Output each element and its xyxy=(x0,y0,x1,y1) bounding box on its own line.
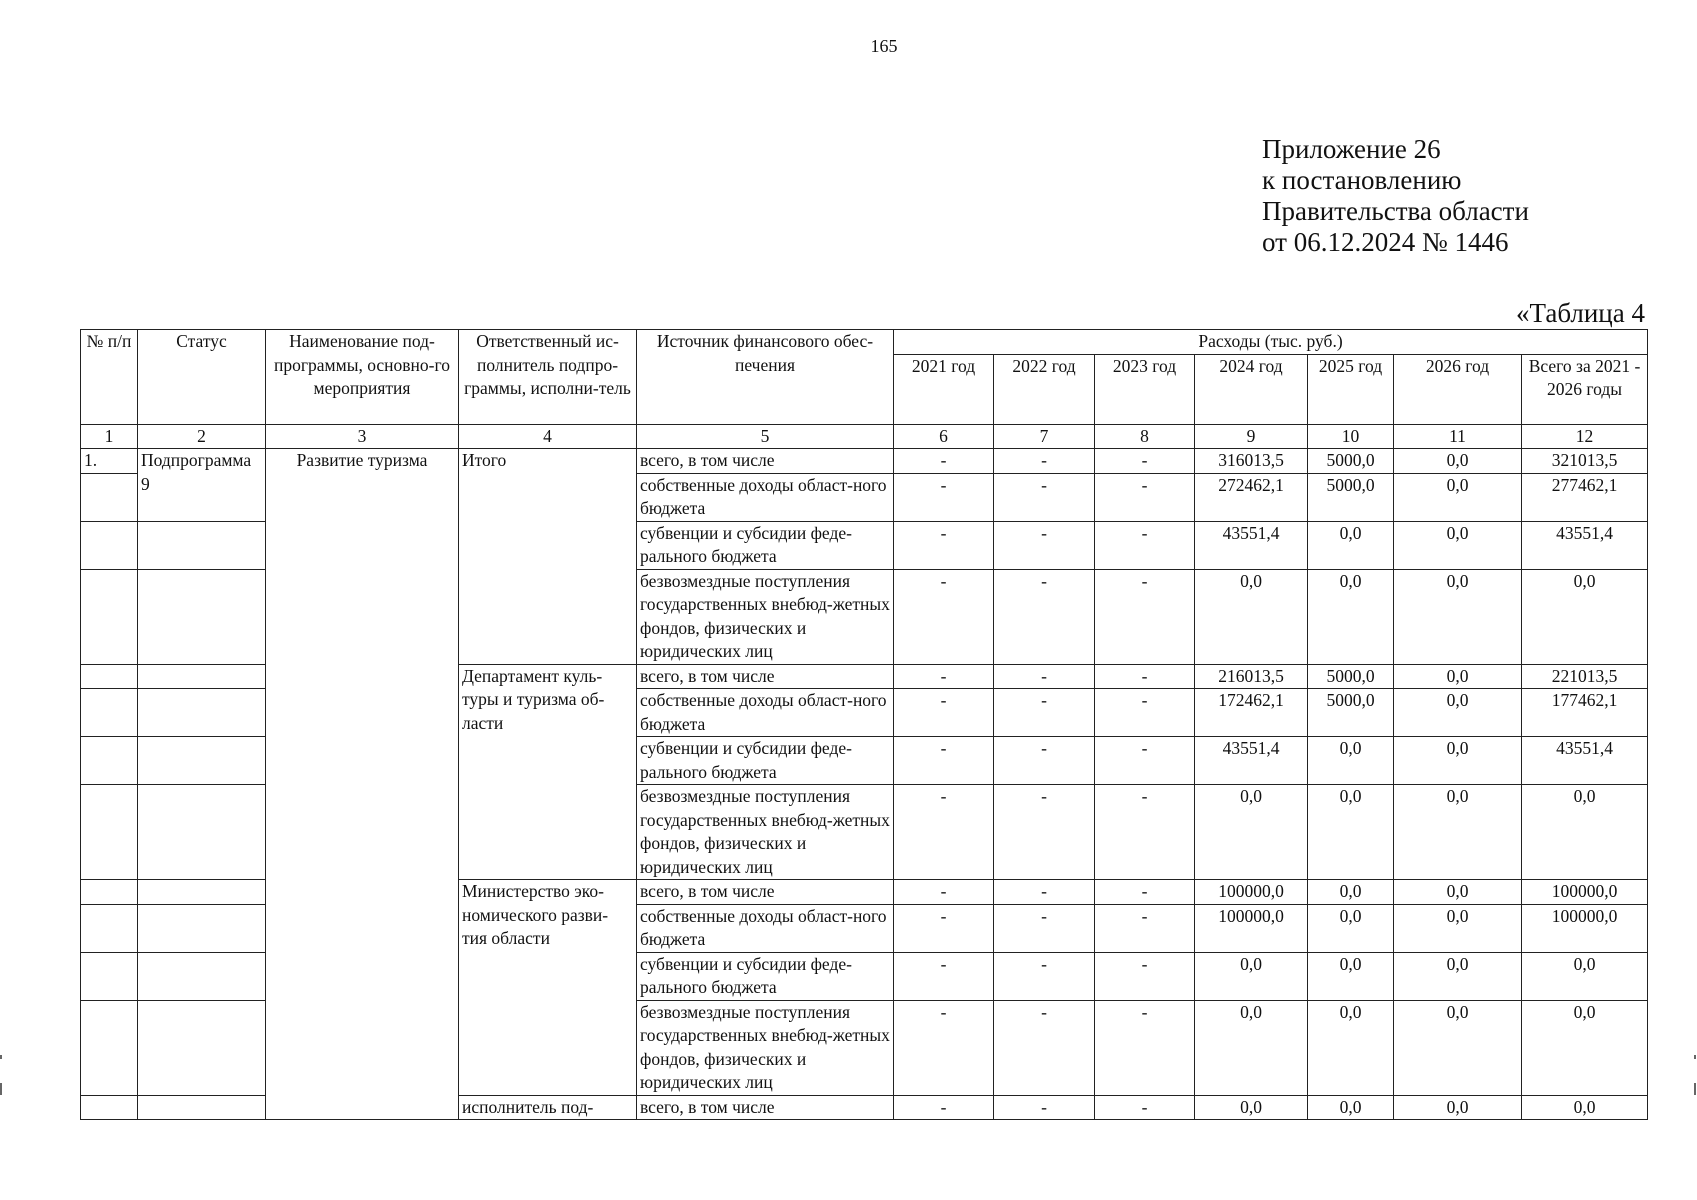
source-cell: всего, в том числе xyxy=(637,449,894,474)
value-cell: - xyxy=(1095,737,1195,785)
header-year-2024: 2024 год xyxy=(1195,354,1308,424)
appendix-line-2: к постановлению xyxy=(1262,165,1462,195)
empty-cell xyxy=(81,569,138,664)
value-cell: - xyxy=(894,785,994,880)
empty-cell xyxy=(81,1000,138,1095)
value-cell: - xyxy=(1095,689,1195,737)
scan-edge-mark xyxy=(1694,1055,1696,1059)
value-cell: 0,0 xyxy=(1195,1095,1308,1120)
value-cell: - xyxy=(1095,521,1195,569)
executor-cell: Итого xyxy=(459,449,637,665)
value-cell: 0,0 xyxy=(1394,1000,1522,1095)
value-cell: - xyxy=(894,904,994,952)
value-cell: - xyxy=(894,880,994,905)
value-cell: 221013,5 xyxy=(1522,664,1648,689)
empty-cell xyxy=(81,952,138,1000)
empty-cell xyxy=(138,737,266,785)
value-cell: - xyxy=(1095,449,1195,474)
header-expenses: Расходы (тыс. руб.) xyxy=(894,330,1648,355)
value-cell: 0,0 xyxy=(1394,952,1522,1000)
value-cell: 0,0 xyxy=(1394,737,1522,785)
empty-cell xyxy=(138,785,266,880)
value-cell: - xyxy=(994,952,1095,1000)
col-number: 9 xyxy=(1195,424,1308,449)
value-cell: - xyxy=(994,689,1095,737)
empty-cell xyxy=(81,664,138,689)
table-body xyxy=(81,449,1648,1120)
value-cell: 177462,1 xyxy=(1522,689,1648,737)
header-name: Наименование под-программы, основно-го мероприятия xyxy=(266,330,459,425)
value-cell: 0,0 xyxy=(1195,569,1308,664)
value-cell: 0,0 xyxy=(1308,952,1394,1000)
appendix-line-1: Приложение 26 xyxy=(1262,134,1441,164)
col-number: 10 xyxy=(1308,424,1394,449)
col-number: 6 xyxy=(894,424,994,449)
col-number: 2 xyxy=(138,424,266,449)
scan-edge-mark xyxy=(0,1083,2,1095)
source-cell: субвенции и субсидии феде-рального бюджета xyxy=(637,737,894,785)
value-cell: 0,0 xyxy=(1394,664,1522,689)
header-year-2021: 2021 год xyxy=(894,354,994,424)
value-cell: - xyxy=(1095,904,1195,952)
source-cell: собственные доходы област-ного бюджета xyxy=(637,473,894,521)
value-cell: - xyxy=(894,737,994,785)
value-cell: - xyxy=(1095,1095,1195,1120)
value-cell: - xyxy=(994,1095,1095,1120)
col-number: 12 xyxy=(1522,424,1648,449)
value-cell: 172462,1 xyxy=(1195,689,1308,737)
header-executor: Ответственный ис-полнитель подпро-граммы, исполни-тель xyxy=(459,330,637,425)
budget-table xyxy=(80,329,1648,1120)
source-cell: субвенции и субсидии феде-рального бюджета xyxy=(637,521,894,569)
value-cell: 0,0 xyxy=(1394,449,1522,474)
value-cell: 0,0 xyxy=(1394,473,1522,521)
empty-cell xyxy=(138,904,266,952)
value-cell: - xyxy=(1095,880,1195,905)
empty-cell xyxy=(138,1095,266,1120)
value-cell: - xyxy=(994,521,1095,569)
value-cell: 272462,1 xyxy=(1195,473,1308,521)
value-cell: 0,0 xyxy=(1394,785,1522,880)
value-cell: - xyxy=(1095,785,1195,880)
value-cell: 0,0 xyxy=(1522,569,1648,664)
empty-cell xyxy=(138,689,266,737)
value-cell: - xyxy=(994,664,1095,689)
value-cell: - xyxy=(1095,473,1195,521)
value-cell: 0,0 xyxy=(1522,952,1648,1000)
source-cell: всего, в том числе xyxy=(637,880,894,905)
value-cell: 0,0 xyxy=(1195,1000,1308,1095)
empty-cell xyxy=(138,664,266,689)
empty-cell xyxy=(81,689,138,737)
table-caption: «Таблица 4 xyxy=(1516,298,1645,328)
value-cell: 0,0 xyxy=(1394,1095,1522,1120)
value-cell: 0,0 xyxy=(1394,569,1522,664)
executor-cell: Департамент куль-туры и туризма об-ласти xyxy=(459,664,637,880)
appendix-block xyxy=(1262,134,1529,258)
value-cell: 0,0 xyxy=(1394,521,1522,569)
value-cell: 321013,5 xyxy=(1522,449,1648,474)
program-status: Подпрограмма 9 xyxy=(138,449,266,522)
value-cell: 43551,4 xyxy=(1522,521,1648,569)
executor-cell: исполнитель под- xyxy=(459,1095,637,1120)
col-number: 5 xyxy=(637,424,894,449)
header-total-years: Всего за 2021 - 2026 годы xyxy=(1522,354,1648,424)
value-cell: 0,0 xyxy=(1195,785,1308,880)
value-cell: 316013,5 xyxy=(1195,449,1308,474)
value-cell: 0,0 xyxy=(1394,880,1522,905)
value-cell: - xyxy=(1095,1000,1195,1095)
value-cell: - xyxy=(1095,569,1195,664)
value-cell: 0,0 xyxy=(1308,1000,1394,1095)
empty-cell xyxy=(81,880,138,905)
value-cell: 0,0 xyxy=(1308,785,1394,880)
value-cell: - xyxy=(994,785,1095,880)
value-cell: 43551,4 xyxy=(1195,737,1308,785)
source-cell: безвозмездные поступления государственных внебюд-жетных фондов, физических и юридических лиц xyxy=(637,785,894,880)
value-cell: - xyxy=(994,569,1095,664)
value-cell: 100000,0 xyxy=(1522,880,1648,905)
value-cell: - xyxy=(894,449,994,474)
header-year-2022: 2022 год xyxy=(994,354,1095,424)
value-cell: 0,0 xyxy=(1394,904,1522,952)
empty-cell xyxy=(81,473,138,521)
scan-edge-mark xyxy=(1694,1083,1696,1095)
source-cell: собственные доходы област-ного бюджета xyxy=(637,689,894,737)
value-cell: 100000,0 xyxy=(1195,880,1308,905)
source-cell: собственные доходы област-ного бюджета xyxy=(637,904,894,952)
value-cell: - xyxy=(894,952,994,1000)
value-cell: 43551,4 xyxy=(1522,737,1648,785)
value-cell: 0,0 xyxy=(1308,521,1394,569)
empty-cell xyxy=(138,1000,266,1095)
value-cell: - xyxy=(994,737,1095,785)
value-cell: 0,0 xyxy=(1522,1000,1648,1095)
value-cell: - xyxy=(894,1095,994,1120)
value-cell: 216013,5 xyxy=(1195,664,1308,689)
value-cell: - xyxy=(894,689,994,737)
table-row xyxy=(81,449,1648,474)
value-cell: 0,0 xyxy=(1522,1095,1648,1120)
value-cell: - xyxy=(894,569,994,664)
empty-cell xyxy=(138,880,266,905)
value-cell: 5000,0 xyxy=(1308,664,1394,689)
empty-cell xyxy=(138,521,266,569)
program-number: 1. xyxy=(81,449,138,474)
header-year-2025: 2025 год xyxy=(1308,354,1394,424)
value-cell: 0,0 xyxy=(1308,737,1394,785)
value-cell: 0,0 xyxy=(1522,785,1648,880)
value-cell: - xyxy=(994,880,1095,905)
empty-cell xyxy=(138,569,266,664)
value-cell: 0,0 xyxy=(1308,569,1394,664)
value-cell: - xyxy=(894,521,994,569)
header-status: Статус xyxy=(138,330,266,425)
scan-edge-mark xyxy=(0,1055,2,1059)
empty-cell xyxy=(81,1095,138,1120)
value-cell: 277462,1 xyxy=(1522,473,1648,521)
value-cell: - xyxy=(894,664,994,689)
program-name: Развитие туризма xyxy=(266,449,459,1120)
value-cell: - xyxy=(1095,952,1195,1000)
source-cell: всего, в том числе xyxy=(637,1095,894,1120)
empty-cell xyxy=(81,785,138,880)
col-number: 3 xyxy=(266,424,459,449)
col-number: 4 xyxy=(459,424,637,449)
value-cell: 0,0 xyxy=(1195,952,1308,1000)
value-cell: 5000,0 xyxy=(1308,689,1394,737)
value-cell: - xyxy=(994,449,1095,474)
value-cell: 100000,0 xyxy=(1195,904,1308,952)
empty-cell xyxy=(138,952,266,1000)
source-cell: всего, в том числе xyxy=(637,664,894,689)
source-cell: безвозмездные поступления государственных внебюд-жетных фондов, физических и юридических лиц xyxy=(637,569,894,664)
value-cell: 0,0 xyxy=(1394,689,1522,737)
empty-cell xyxy=(81,521,138,569)
page-number: 165 xyxy=(870,36,898,56)
value-cell: - xyxy=(994,904,1095,952)
source-cell: безвозмездные поступления государственных внебюд-жетных фондов, физических и юридических лиц xyxy=(637,1000,894,1095)
value-cell: 5000,0 xyxy=(1308,449,1394,474)
value-cell: 0,0 xyxy=(1308,880,1394,905)
col-number: 7 xyxy=(994,424,1095,449)
value-cell: 5000,0 xyxy=(1308,473,1394,521)
header-no: № п/п xyxy=(81,330,138,425)
value-cell: 0,0 xyxy=(1308,1095,1394,1120)
header-year-2026: 2026 год xyxy=(1394,354,1522,424)
header-source: Источник финансового обес-печения xyxy=(637,330,894,425)
source-cell: субвенции и субсидии феде-рального бюджета xyxy=(637,952,894,1000)
col-number: 8 xyxy=(1095,424,1195,449)
col-number: 1 xyxy=(81,424,138,449)
value-cell: - xyxy=(894,1000,994,1095)
table-header xyxy=(81,330,1648,449)
col-number: 11 xyxy=(1394,424,1522,449)
value-cell: 0,0 xyxy=(1308,904,1394,952)
appendix-line-3: Правительства области xyxy=(1262,196,1529,226)
appendix-line-4: от 06.12.2024 № 1446 xyxy=(1262,227,1509,257)
value-cell: - xyxy=(1095,664,1195,689)
value-cell: 100000,0 xyxy=(1522,904,1648,952)
header-year-2023: 2023 год xyxy=(1095,354,1195,424)
value-cell: - xyxy=(894,473,994,521)
executor-cell: Министерство эко-номического разви-тия области xyxy=(459,880,637,1096)
empty-cell xyxy=(81,904,138,952)
value-cell: - xyxy=(994,473,1095,521)
empty-cell xyxy=(81,737,138,785)
value-cell: 43551,4 xyxy=(1195,521,1308,569)
column-number-row xyxy=(81,424,1648,449)
value-cell: - xyxy=(994,1000,1095,1095)
